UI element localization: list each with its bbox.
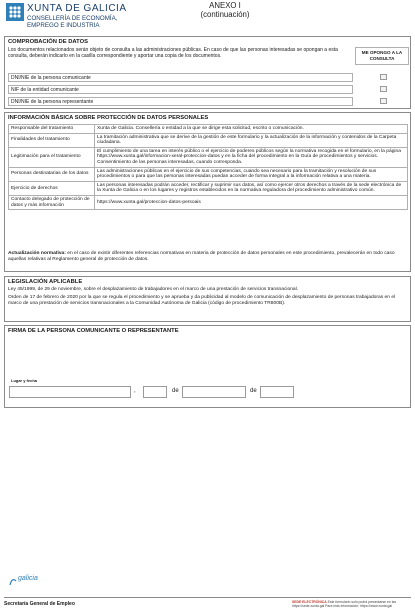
legislation-title: LEGISLACIÓN APLICABLE (8, 279, 83, 285)
year-field[interactable] (260, 386, 294, 398)
department-line-1: CONSELLERÍA DE ECONOMÍA, (27, 15, 118, 22)
data-check-row: NIF de la entidad comunicante (8, 85, 353, 94)
privacy-key: Contacto delegado de protección de datos y más información (9, 195, 95, 209)
footer-department: Secretaría General de Empleo (4, 601, 75, 607)
privacy-value: Las administraciones públicas en el ejercicio de sus competencias, cuando sea necesario para la tramitación y resolución de sus procedimientos o para que las personas interesadas puedan acceder de forma integral a la información relativa a una materia. (95, 167, 408, 181)
table-row (9, 167, 408, 181)
annex-heading (170, 1, 280, 19)
optout-column-header: ME OPONGO A LA CONSULTA (355, 47, 409, 65)
table-row (9, 181, 408, 195)
privacy-key: Ejercicio de derechos (9, 181, 95, 195)
annex-title: ANEXO I (209, 1, 241, 10)
org-name: XUNTA DE GALICIA (27, 3, 127, 14)
data-check-row: DNI/NIE de la persona comunicante (8, 73, 353, 82)
day-field[interactable] (143, 386, 167, 398)
table-row (9, 133, 408, 147)
document-header (0, 0, 415, 36)
xunta-logo-icon (6, 3, 24, 21)
footer-info-line-1: Este formulario solo podrá presentarse en las (327, 600, 397, 604)
privacy-key: Legitimación para el tratamiento (9, 147, 95, 167)
privacy-table (8, 124, 408, 210)
privacy-contact-link[interactable]: https://www.xunta.gal/proteccion-datos-persoais (95, 195, 408, 209)
data-check-section (4, 36, 411, 109)
privacy-title: INFORMACIÓN BÁSICA SOBRE PROTECCIÓN DE DATOS PERSONALES (8, 115, 209, 121)
privacy-key: Responsable del tratamiento (9, 125, 95, 134)
data-check-row: DNI/NIE de la persona representante (8, 97, 353, 106)
privacy-value: La tramitación administrativa que se derive de la gestión de este formulario y la actualización de la información y contenidos de la Carpeta ciudadana. (95, 133, 408, 147)
legislation-paragraph: Ley 45/1999, de 29 de noviembre, sobre el desplazamiento de trabajadores en el marco de una prestación de servicios transnacional. (8, 287, 299, 292)
legislation-section (4, 276, 411, 322)
sede-electronica-link[interactable]: SEDE ELECTRÓNICA (292, 600, 327, 604)
optout-checkbox-nif-entidad[interactable] (380, 86, 387, 92)
data-check-title: COMPROBACIÓN DE DATOS (8, 39, 88, 45)
comma-separator: , (134, 388, 136, 394)
note-label: Actualización normativa: (8, 251, 66, 256)
footer-sede-info (292, 600, 412, 608)
table-row (9, 125, 408, 134)
privacy-value: Las personas interesadas podrán acceder, rectificar y suprimir sus datos, así como ejercer otros derechos a través de la sede electrónica de la Xunta de Galicia o en los lugares y registros establecidos en la normativa reguladora del procedimiento administrativo común. (95, 181, 408, 195)
department-line-2: EMPREGO E INDUSTRIA (27, 22, 100, 29)
legislation-paragraph: Orden de 17 de febrero de 2020 por la que se regula el procedimiento y se aprueba y da publicidad al modelo de comunicación de desplazamiento de personas trabajadoras en el marco de una prestación de servicios transnacionales a la Comunidad Autónoma de Galicia (código de procedimiento TR800B). (8, 294, 396, 306)
optout-checkbox-dni-representante[interactable] (380, 98, 387, 104)
privacy-key: Finalidades del tratamiento (9, 133, 95, 147)
galicia-logo-text: galicia (18, 575, 38, 582)
privacy-key: Personas destinatarias de los datos (9, 167, 95, 181)
data-check-intro: Los documentos relacionados serán objeto de consulta a las administraciones públicas. En caso de que las personas interesadas se opongan a esta consulta, deberán indicarlo en la casilla correspondiente y aportar una copia de los documentos. (8, 47, 338, 60)
annex-subtitle: (continuación) (200, 10, 250, 19)
month-field[interactable] (182, 386, 246, 398)
place-field[interactable] (9, 386, 131, 398)
privacy-value: Xunta de Galicia. Consellería o entidad a la que se dirige esta solicitud, escrito o comunicación. (95, 125, 408, 134)
galicia-logo (8, 574, 48, 586)
department-name (27, 15, 117, 29)
footer-info-line-2: https://sede.xunta.gal Para más información: https://www.xunta.gal (292, 604, 393, 609)
de-separator: de (250, 388, 257, 394)
signature-section (4, 325, 411, 408)
signature-title: FIRMA DE LA PERSONA COMUNICANTE O REPRESENTANTE (8, 328, 179, 334)
de-separator: de (172, 388, 179, 394)
privacy-value: El cumplimiento de una tarea en interés público o el ejercicio de poderes públicos según la normativa recogida en el formulario, en la página https://www.xunta.gal/informacion-xeral-proteccion-datos y en la ficha del procedimiento en la Guía de procedimientos y servicios. Consentimiento de las personas interesadas, cuando corresponda. (95, 147, 408, 167)
note-text: en el caso de existir diferentes referencias normativas en materia de protección de datos personales en este procedimiento, prevalecerán en todo caso aquellas relativas al Reglamento general de protección de datos. (8, 251, 395, 262)
privacy-section (4, 112, 411, 272)
table-row (9, 147, 408, 167)
table-row (9, 195, 408, 209)
footer-divider (4, 597, 411, 598)
regulatory-update-note (8, 251, 408, 262)
place-date-label: Lugar y fecha (11, 378, 38, 383)
optout-checkbox-dni-comunicante[interactable] (380, 74, 387, 80)
